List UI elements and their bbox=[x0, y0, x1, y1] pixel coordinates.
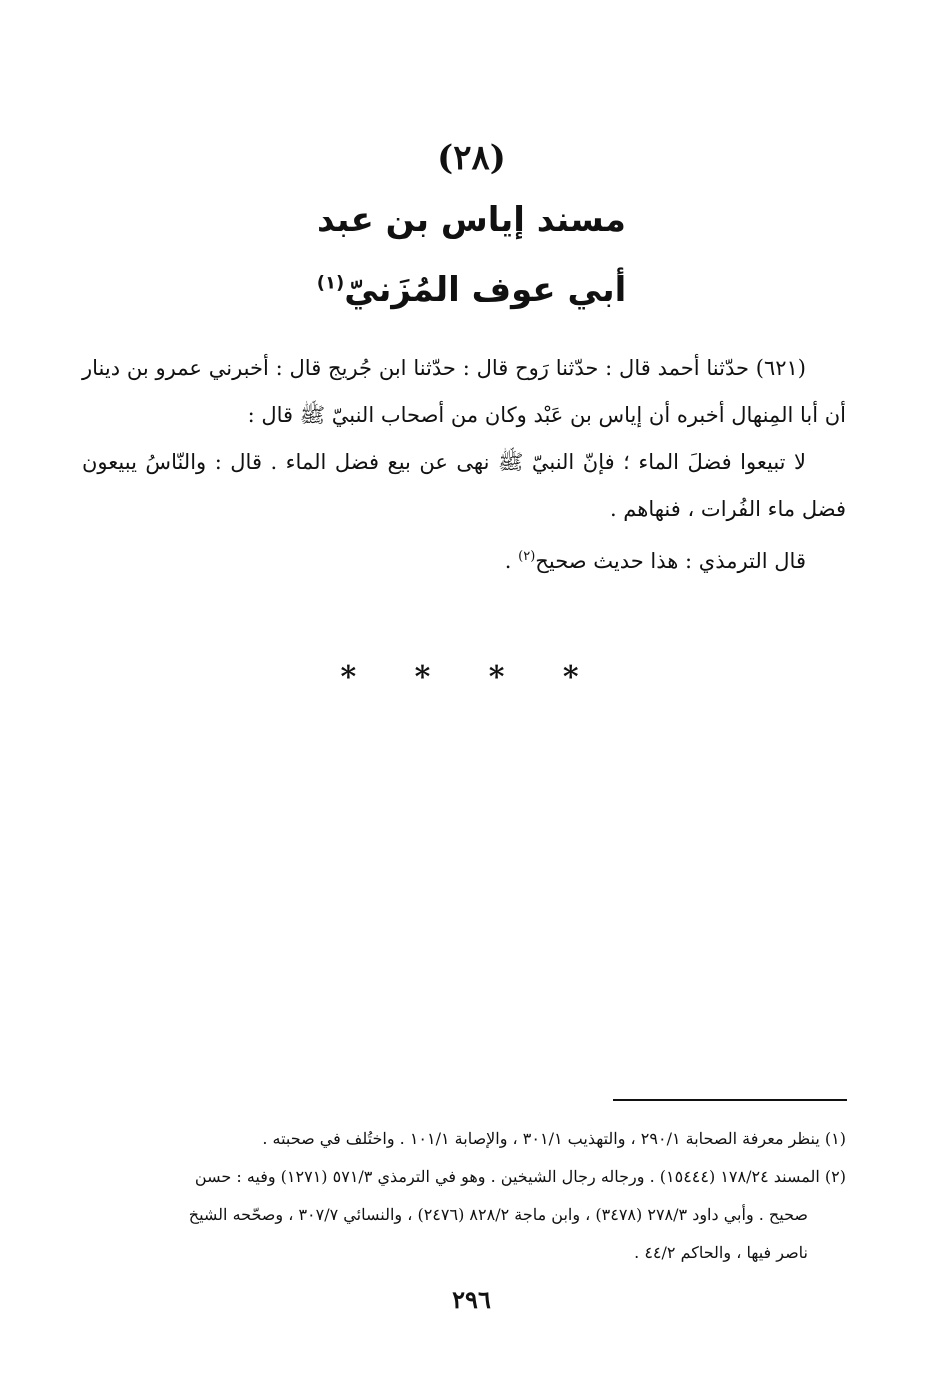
chapter-title-line2 bbox=[0, 270, 943, 310]
tirmidhi-grading bbox=[82, 533, 846, 585]
footnotes bbox=[82, 1120, 846, 1272]
page-number: ٢٩٦ bbox=[452, 1285, 491, 1314]
tirmidhi-grading-text: قال الترمذي : هذا حديث صحيح bbox=[535, 549, 806, 573]
chapter-title-line1: مسند إياس بن عبد bbox=[317, 200, 626, 240]
section-separator: * * * * bbox=[340, 660, 603, 695]
chapter-number: (٢٨) bbox=[437, 138, 506, 178]
footnote-1: (١) ينظر معرفة الصحابة ٢٩٠/١ ، والتهذيب ٣٠١/١ ، والإصابة ١٠١/١ . واختُلف في صحبته . bbox=[262, 1129, 846, 1148]
footnote-ref-2: (٢) bbox=[518, 549, 536, 564]
footnote-2-line2: صحيح . وأبي داود ٢٧٨/٣ (٣٤٧٨) ، وابن ماجة ٨٢٨/٢ (٢٤٧٦) ، والنسائي ٣٠٧/٧ ، وصحّحه الشيخ bbox=[188, 1205, 808, 1224]
tirmidhi-grading-end: . bbox=[504, 549, 519, 573]
footnote-2-line1: (٢) المسند ١٧٨/٢٤ (١٥٤٤٤) . ورجاله رجال الشيخين . وهو في الترمذي ٥٧١/٣ (١٢٧١) وفيه : حسن bbox=[194, 1167, 846, 1186]
hadith-matn: لا تبيعوا فضلَ الماء ؛ فإنّ النبيّ ﷺ نهى عن بيع فضل الماء . قال : والنّاسُ يبيعون فضل ماء الفُرات ، فنهاهم . bbox=[82, 450, 846, 521]
footnote-ref-1: (١) bbox=[316, 272, 345, 294]
hadith-text bbox=[82, 345, 846, 585]
chapter-title-line2-text: أبي عوف المُزَنيّ bbox=[344, 270, 627, 310]
hadith-isnad: (٦٢١) حدّثنا أحمد قال : حدّثنا رَوح قال : حدّثنا ابن جُريج قال : أخبرني عمرو بن دينار أن أبا المِنهال أخبره أن إياس بن عَبْد وكان من أصحاب النبيّ ﷺ قال : bbox=[82, 356, 846, 427]
footnote-divider bbox=[613, 1099, 847, 1101]
footnote-2-line3: ناصر فيها ، والحاكم ٤٤/٢ . bbox=[634, 1243, 808, 1262]
